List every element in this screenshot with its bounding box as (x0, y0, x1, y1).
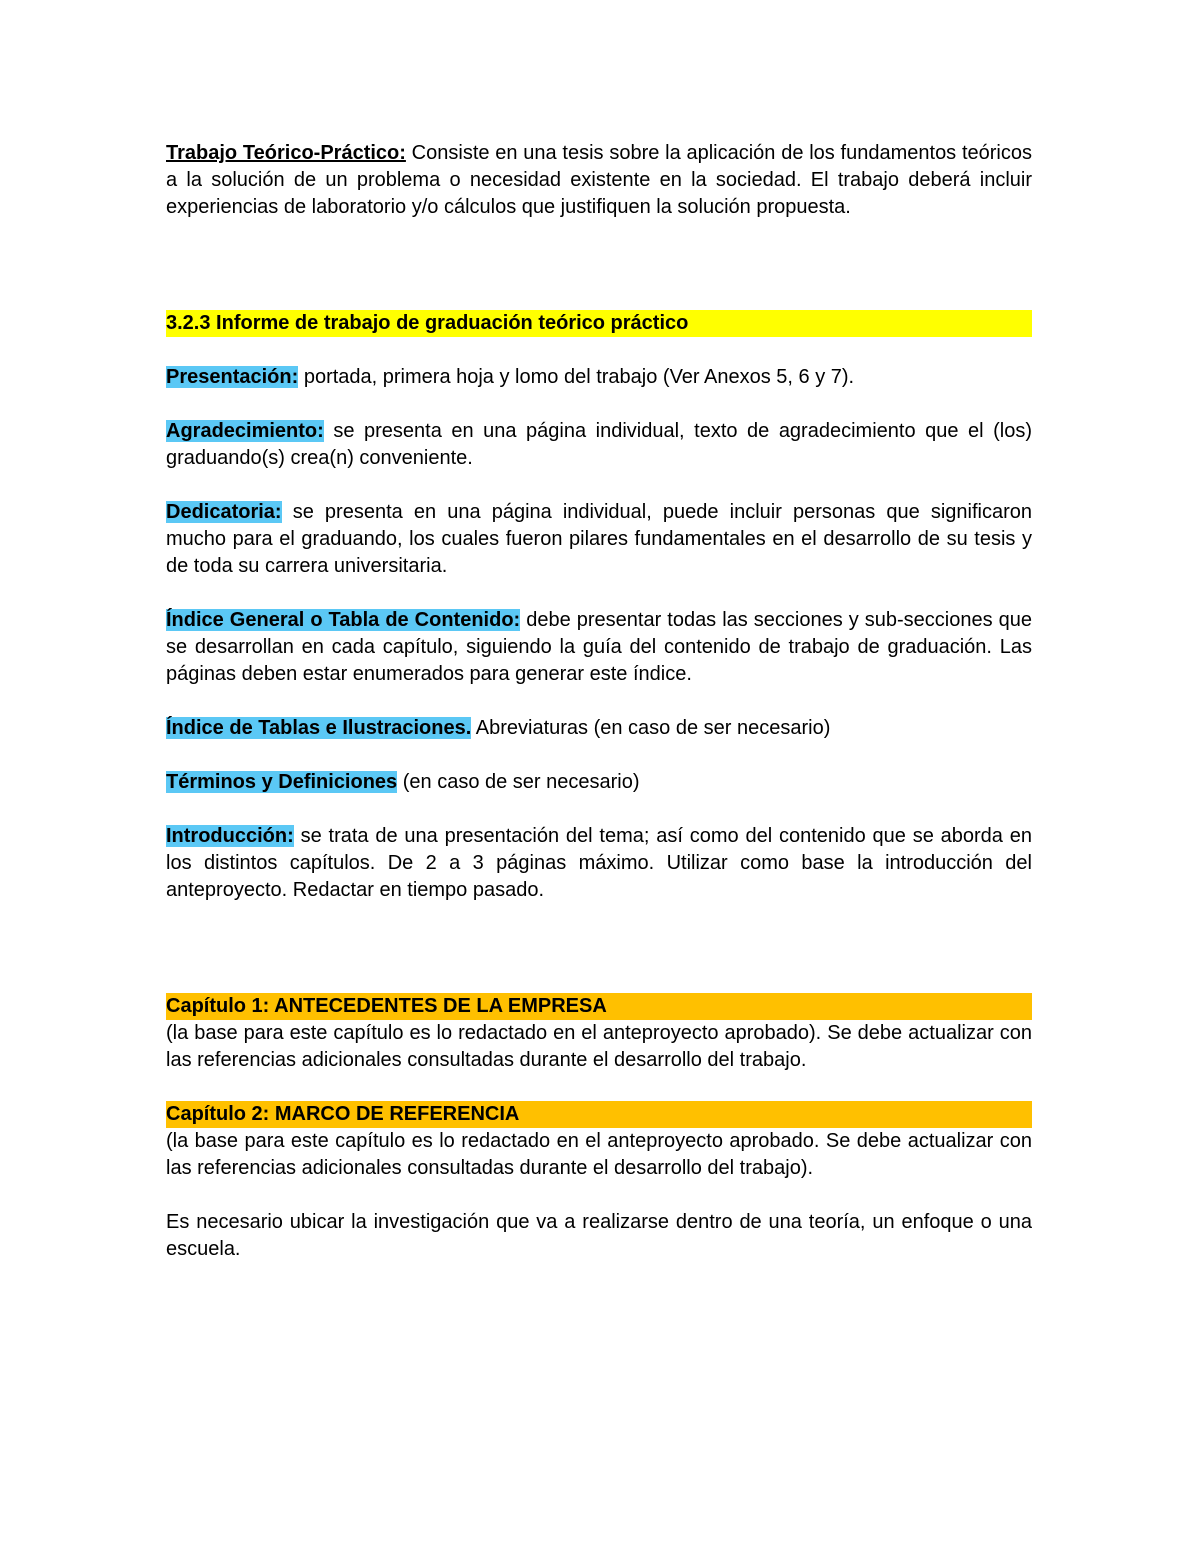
spacer (166, 1074, 1032, 1101)
spacer (166, 1182, 1032, 1209)
item-term: Índice de Tablas e Ilustraciones. (166, 717, 472, 739)
spacer (166, 337, 1032, 364)
item-term: Presentación: (166, 366, 299, 388)
item-presentacion (166, 364, 1032, 391)
item-text: (en caso de ser necesario) (397, 771, 640, 793)
item-terminos (166, 769, 1032, 796)
item-introduccion (166, 823, 1032, 904)
item-term: Agradecimiento: (166, 420, 324, 442)
spacer (166, 742, 1032, 769)
spacer (166, 391, 1032, 418)
item-term: Dedicatoria: (166, 501, 282, 523)
spacer (166, 472, 1032, 499)
item-term: Introducción: (166, 825, 294, 847)
chapter-2-text: (la base para este capítulo es lo redactado en el anteproyecto aprobado. Se debe actualizar con las referencias adicionales consultadas durante el desarrollo del trabajo). (166, 1130, 1032, 1179)
section-heading: 3.2.3 Informe de trabajo de graduación teórico práctico (166, 310, 1032, 337)
chapter-1-heading: Capítulo 1: ANTECEDENTES DE LA EMPRESA (166, 993, 1032, 1020)
item-indice-general (166, 607, 1032, 688)
closing-paragraph: Es necesario ubicar la investigación que va a realizarse dentro de una teoría, un enfoque o una escuela. (166, 1211, 1032, 1260)
spacer (166, 966, 1032, 993)
intro-paragraph (166, 140, 1032, 221)
intro-text: Consiste en una tesis sobre la aplicación de los fundamentos teóricos a la solución de un problema o necesidad existente en la sociedad. El trabajo deberá incluir experiencias de laboratorio y/o cálculos que justifiquen la solución propuesta. (166, 142, 1032, 218)
document-page (166, 140, 1032, 1263)
item-agradecimiento (166, 418, 1032, 472)
spacer (166, 688, 1032, 715)
spacer (166, 796, 1032, 823)
item-text: se presenta en una página individual, texto de agradecimiento que el (los) graduando(s) crea(n) conveniente. (166, 420, 1032, 469)
item-text: Abreviaturas (en caso de ser necesario) (471, 717, 831, 739)
spacer (166, 904, 1032, 966)
item-indice-tablas (166, 715, 1032, 742)
item-term: Índice General o Tabla de Contenido: (166, 609, 521, 631)
chapter-2-heading: Capítulo 2: MARCO DE REFERENCIA (166, 1101, 1032, 1128)
item-dedicatoria (166, 499, 1032, 580)
item-text: se trata de una presentación del tema; así como del contenido que se aborda en los distintos capítulos. De 2 a 3 páginas máximo. Utilizar como base la introducción del anteproyecto. Redactar en tiempo pasado. (166, 825, 1032, 901)
item-text: portada, primera hoja y lomo del trabajo (Ver Anexos 5, 6 y 7). (298, 366, 855, 388)
intro-term: Trabajo Teórico-Práctico: (166, 142, 406, 164)
item-term: Términos y Definiciones (166, 771, 398, 793)
spacer (166, 580, 1032, 607)
chapter-1-text: (la base para este capítulo es lo redactado en el anteproyecto aprobado). Se debe actualizar con las referencias adicionales consultadas durante el desarrollo del trabajo. (166, 1022, 1032, 1071)
item-text: se presenta en una página individual, puede incluir personas que significaron mucho para el graduando, los cuales fueron pilares fundamentales en el desarrollo de su tesis y de toda su carrera universitaria. (166, 501, 1032, 577)
spacer (166, 221, 1032, 283)
spacer (166, 283, 1032, 310)
item-text: debe presentar todas las secciones y sub-secciones que se desarrollan en cada capítulo, siguiendo la guía del contenido de trabajo de graduación. Las páginas deben estar enumerados para generar este índice. (166, 609, 1032, 685)
